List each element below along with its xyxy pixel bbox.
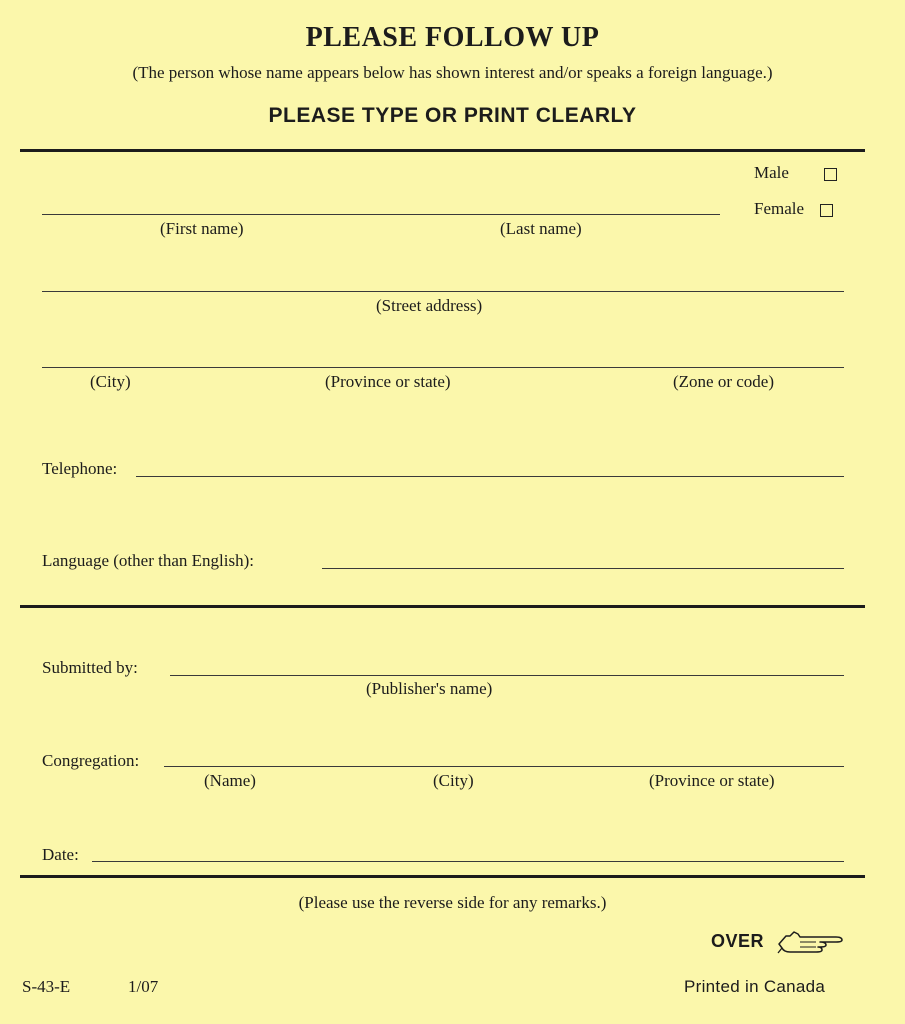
congregation-city-caption: (City) <box>433 771 474 790</box>
telephone-field-line[interactable] <box>136 476 844 477</box>
pointing-hand-icon <box>776 926 848 956</box>
street-address-caption: (Street address) <box>376 296 483 315</box>
male-checkbox[interactable] <box>824 168 837 181</box>
date-label: Date: <box>42 845 79 864</box>
congregation-field-line[interactable] <box>164 766 844 767</box>
form-code: S-43-E <box>22 977 71 996</box>
bottom-divider <box>20 875 865 878</box>
remarks-note: (Please use the reverse side for any remarks.) <box>298 893 607 912</box>
over-label: OVER <box>711 931 765 951</box>
form-title: PLEASE FOLLOW UP <box>305 22 600 53</box>
male-label: Male <box>754 163 789 182</box>
city-caption: (City) <box>90 372 131 391</box>
top-divider <box>20 149 865 152</box>
publisher-name-caption: (Publisher's name) <box>366 679 493 698</box>
congregation-name-caption: (Name) <box>204 771 256 790</box>
middle-divider <box>20 605 865 608</box>
city-province-zone-field-line[interactable] <box>42 367 844 368</box>
name-field-line[interactable] <box>42 214 720 215</box>
form-subtitle: (The person whose name appears below has shown interest and/or speaks a foreign language.) <box>132 63 773 82</box>
submitted-by-field-line[interactable] <box>170 675 844 676</box>
female-label: Female <box>754 199 805 218</box>
province-caption: (Province or state) <box>325 372 451 391</box>
congregation-province-caption: (Province or state) <box>649 771 775 790</box>
telephone-label: Telephone: <box>42 459 118 478</box>
zone-caption: (Zone or code) <box>673 372 775 391</box>
submitted-by-label: Submitted by: <box>42 658 138 677</box>
bleed-through-decoration <box>150 488 154 505</box>
congregation-label: Congregation: <box>42 751 140 770</box>
form-date: 1/07 <box>128 977 159 996</box>
language-label: Language (other than English): <box>42 551 254 570</box>
female-checkbox[interactable] <box>820 204 833 217</box>
printed-in: Printed in Canada <box>684 977 826 996</box>
language-field-line[interactable] <box>322 568 844 569</box>
street-address-field-line[interactable] <box>42 291 844 292</box>
gender-male-option[interactable] <box>754 163 837 183</box>
gender-female-option[interactable] <box>754 199 833 219</box>
last-name-caption: (Last name) <box>500 219 582 238</box>
print-instruction: PLEASE TYPE OR PRINT CLEARLY <box>268 104 637 127</box>
date-field-line[interactable] <box>92 861 844 862</box>
first-name-caption: (First name) <box>160 219 244 238</box>
